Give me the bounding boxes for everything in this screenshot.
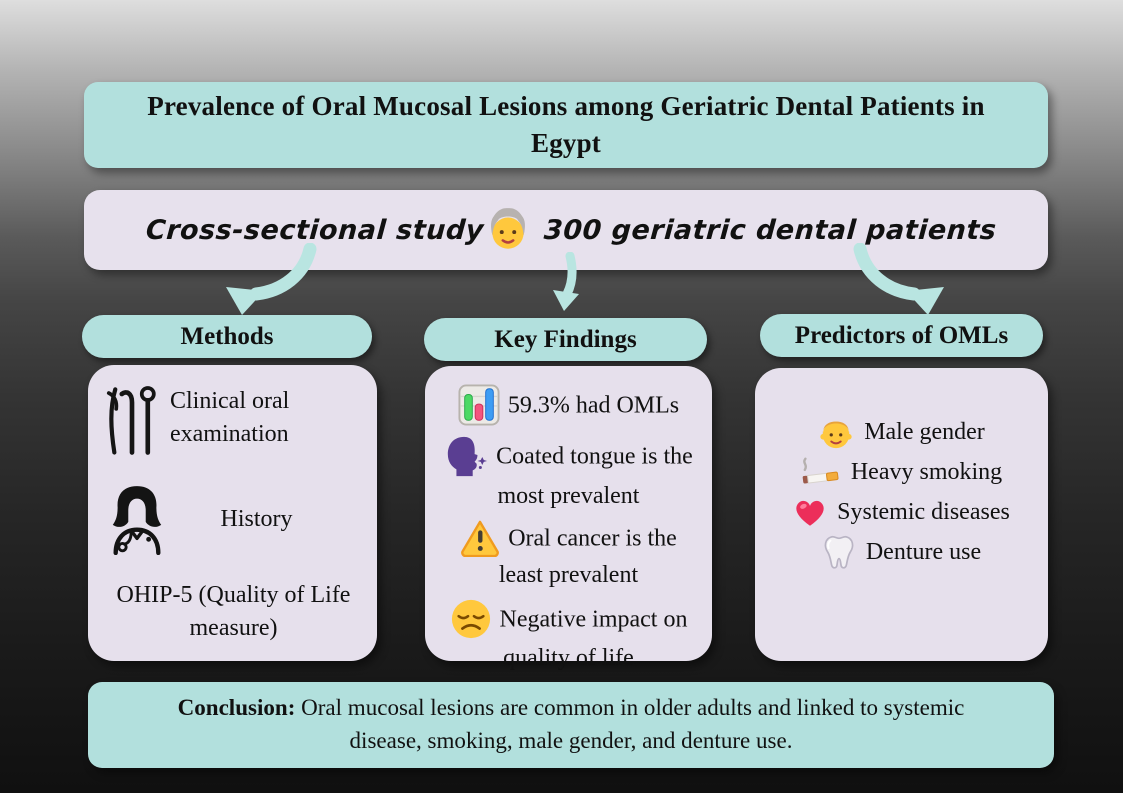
conclusion-text: [98, 692, 1045, 758]
key-findings-header-pill: [424, 318, 707, 361]
methods-item-exam: [106, 383, 361, 457]
predictor-smoking-label: Heavy smoking: [850, 459, 1003, 485]
key-finding-omls: [437, 386, 700, 428]
predictors-header-pill: [760, 314, 1043, 357]
methods-item-exam-label: Clinical oral examination: [170, 388, 290, 447]
methods-card: [88, 365, 377, 661]
heart-icon: [793, 497, 827, 528]
dental-tools-icon: [106, 383, 158, 457]
pensive-face-icon: [450, 598, 492, 640]
methods-item-history-label: History: [220, 505, 293, 532]
methods-header-pill: [82, 315, 372, 358]
conclusion-label: Conclusion:: [177, 695, 296, 721]
methods-item-ohip-label: OHIP-5 (Quality of Life measure): [116, 582, 351, 641]
methods-item-ohip: [106, 579, 361, 645]
sample-size-text: 300 geriatric dental patients: [542, 214, 998, 246]
curved-arrow-right-icon: [846, 243, 958, 317]
predictors-card: [755, 368, 1048, 661]
predictor-systemic: [763, 492, 1040, 532]
key-findings-card: [425, 366, 712, 671]
methods-header-label: Methods: [180, 322, 274, 350]
conclusion-body: Oral mucosal lesions are common in older adults and linked to systemic disease, smoking, male gender, and denture use.: [301, 695, 965, 754]
key-finding-coated-tongue: [437, 436, 700, 513]
key-findings-header-label: Key Findings: [494, 325, 637, 353]
predictor-denture: [763, 532, 1040, 572]
doctor-icon: [106, 483, 168, 555]
warning-icon: [460, 519, 500, 557]
predictor-male-gender-label: Male gender: [864, 419, 985, 445]
key-finding-oral-cancer-label: Oral cancer is the least prevalent: [498, 525, 677, 588]
key-finding-omls-label: 59.3% had OMLs: [507, 392, 680, 419]
key-finding-oral-cancer: [437, 521, 700, 592]
predictor-systemic-label: Systemic diseases: [837, 499, 1010, 525]
key-finding-coated-tongue-label: Coated tongue is the most prevalent: [496, 443, 693, 509]
conclusion-banner: [88, 682, 1054, 768]
key-finding-qol: [437, 600, 700, 675]
methods-item-history: [106, 483, 361, 555]
predictor-denture-label: Denture use: [865, 539, 982, 565]
man-icon: [818, 412, 854, 452]
bar-chart-icon: [458, 384, 500, 426]
older-person-icon: [484, 204, 532, 256]
cigarette-icon: [801, 454, 841, 490]
key-finding-qol-label: Negative impact on quality of life: [499, 606, 688, 671]
predictor-male-gender: [763, 412, 1040, 452]
down-arrow-icon: [536, 252, 600, 314]
tooth-icon: [822, 534, 856, 570]
predictors-header-label: Predictors of OMLs: [794, 321, 1009, 349]
study-design-text: Cross-sectional study: [144, 214, 485, 246]
page-title: Prevalence of Oral Mucosal Lesions among Geriatric Dental Patients in Egypt: [147, 91, 985, 158]
speaking-head-icon: [444, 434, 488, 478]
title-banner: [84, 82, 1048, 168]
curved-arrow-left-icon: [212, 243, 324, 317]
predictor-smoking: [763, 452, 1040, 492]
